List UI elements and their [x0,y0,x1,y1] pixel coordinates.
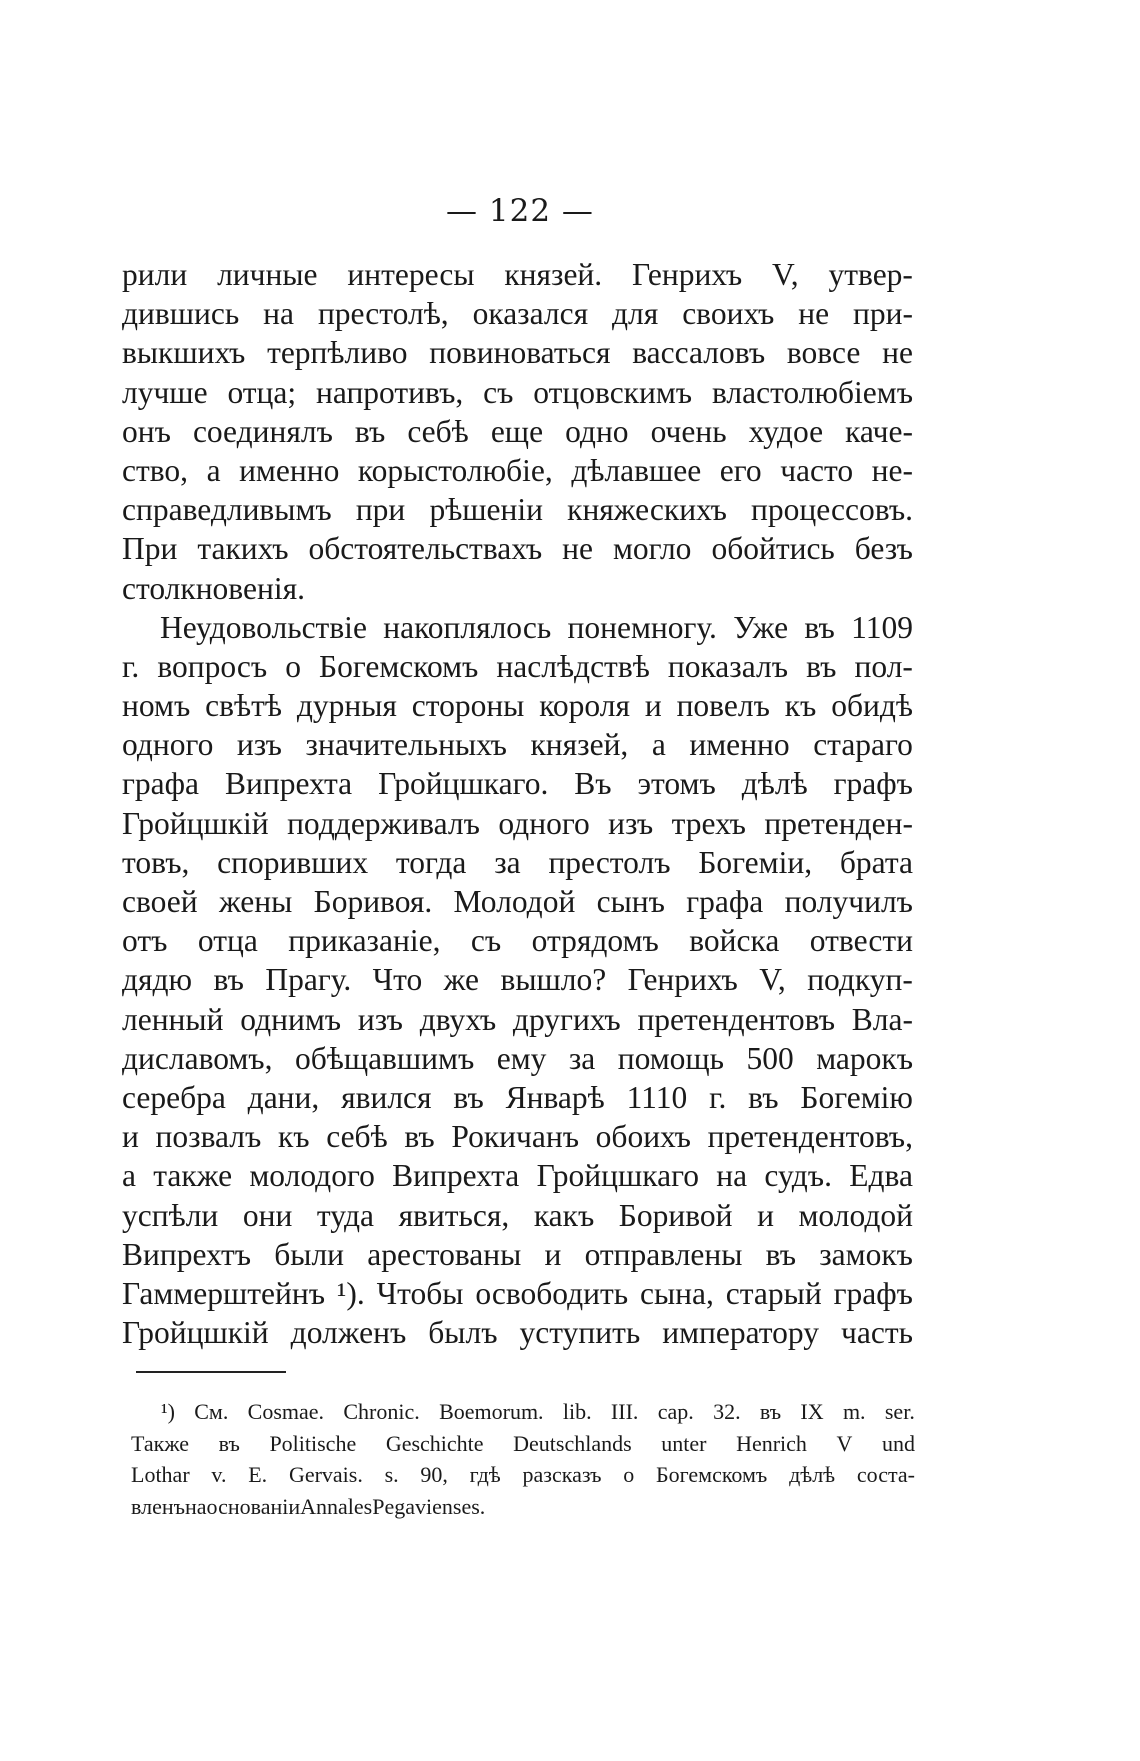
word: v. [211,1462,227,1487]
word: своихъ [682,296,775,332]
word: und [882,1430,915,1456]
word: князей, [530,727,629,763]
word: приказаніе, [288,923,441,959]
word: При [122,531,178,567]
text-line [122,529,913,568]
word: а [122,1158,136,1194]
word: они [242,1197,293,1233]
word: справедливымъ [122,492,332,528]
text-line [122,1078,913,1117]
word: ленный [122,1001,224,1037]
word: выкшихъ [122,335,246,371]
word: худое [748,413,824,449]
word: изъ [357,1001,403,1037]
word: 500 [746,1040,794,1076]
word: въ [453,1079,484,1115]
word: обѣщавшимъ [294,1040,475,1076]
word: отъ [122,923,168,959]
text-line [122,412,913,451]
word: Уже [733,609,789,645]
word: unter [661,1430,707,1456]
word: же [443,962,480,998]
text-line [122,1274,913,1313]
word: отвести [809,923,913,959]
word: поддерживалъ [287,805,480,841]
word: lib. [562,1399,592,1424]
text-line [122,804,913,843]
word: накоплялось [383,609,552,645]
word: столкновенія. [122,570,305,606]
word: Geschichte [385,1430,484,1456]
word: личные [217,257,318,292]
word: дядю [122,962,193,998]
text-line [122,373,913,412]
word: марокъ [816,1040,913,1076]
word: арестованы [367,1236,522,1272]
text-line [122,255,913,294]
text-line [122,921,913,960]
word: ¹) [161,1399,175,1424]
word: претендентовъ, [707,1119,913,1155]
word: Едва [849,1158,913,1194]
word: Henrich [736,1430,807,1456]
word: Lothar [131,1462,190,1487]
word: дѣлавшее [571,452,702,488]
word: отцовскимъ [533,374,693,410]
word: Cosmae. [247,1399,325,1424]
word: а [206,452,221,488]
word: вассаловъ [632,335,766,371]
word: разсказъ [522,1462,602,1487]
word: княжескихъ [567,492,727,528]
word: освободить [475,1275,629,1311]
word: оказался [472,296,589,332]
word: Также [131,1430,190,1456]
word: одного [498,805,590,841]
word: отрядомъ [531,923,659,959]
word: претендентовъ [637,1001,835,1037]
footnote-divider [136,1371,286,1373]
word: брата [839,844,913,880]
word: на [263,296,294,332]
word: за [494,844,521,880]
word: s. [384,1462,399,1487]
word: въ [759,1399,782,1424]
word: Генрихъ [627,962,738,998]
word: споривших [217,844,369,880]
text-line [122,1196,913,1235]
text-line [122,1235,913,1274]
word: молодого [249,1158,375,1194]
word: См. [194,1399,229,1424]
word: m. [842,1399,866,1424]
word: онъ [122,413,171,449]
word: Неудовольствіе [160,609,367,645]
word: свѣтѣ [205,688,282,724]
page-number: — 122 — [446,193,594,229]
word: дившись [122,296,240,332]
word: помощь [617,1040,725,1076]
word: дурныя [296,688,397,724]
word: V, [759,962,786,998]
word: интересы [347,257,475,292]
word: гдѣ [469,1462,501,1487]
word: Annales [300,1493,373,1519]
word: его [719,452,762,488]
text-line [122,960,913,999]
word: отца; [227,374,297,410]
word: каче- [845,413,913,449]
word: какъ [533,1197,595,1233]
word: также [153,1158,233,1194]
word: одно [565,413,629,449]
word: и [544,1236,562,1272]
text-line [122,647,913,686]
main-text [122,255,913,1352]
word: пол- [854,648,913,684]
word: однимъ [240,1001,342,1037]
word: трехъ [671,805,746,841]
word: князей. [504,257,603,292]
word: другихъ [512,1001,621,1037]
word: Gervais. [288,1462,363,1487]
word: 1110 [626,1079,688,1115]
word: и [122,1119,139,1155]
text-line [122,451,913,490]
word: при [355,492,406,528]
word: понемногу. [567,609,717,645]
word: Боривой [618,1197,733,1233]
word: рѣшеніи [429,492,543,528]
word: рили [122,257,188,292]
word: утвер- [828,257,913,292]
word: не [562,531,593,567]
word: Гаммерштейнъ [122,1275,326,1311]
word: вопросъ [157,648,268,684]
word: корыстолюбіе, [357,452,553,488]
word: престолъ [548,844,671,880]
word: Богемскомъ [319,648,479,684]
text-line [122,608,913,647]
word: о [285,648,301,684]
word: Что [372,962,423,998]
word: съ [470,923,502,959]
text-line [122,843,913,882]
footnote-line [131,1428,915,1460]
word: часто [780,452,854,488]
word: позвалъ [155,1119,262,1155]
word: лучше [122,374,208,410]
text-line [122,490,913,529]
word: двухъ [419,1001,497,1037]
word: Боривоя. [313,884,433,919]
word: уступить [519,1315,641,1351]
word: былъ [428,1315,498,1351]
word: могло [612,531,692,567]
word: 1109 [851,609,913,645]
word: этомъ [637,766,716,802]
word: графа [122,766,200,802]
word: стараго [813,727,913,763]
word: Гройцшкій [122,1315,269,1351]
word: соединялъ [192,413,333,449]
word: Январѣ [505,1079,605,1115]
word: короля [539,688,630,724]
word: ему [496,1040,547,1076]
word: отправлены [584,1236,743,1272]
word: дѣлѣ [789,1462,836,1487]
word: обидѣ [831,688,913,724]
word: именно [239,452,340,488]
word: явиться, [398,1197,510,1233]
word: не- [871,452,913,488]
word: судъ. [764,1158,832,1194]
word: безъ [854,531,913,567]
word: напротивъ, [316,374,464,410]
word: императору [662,1315,819,1351]
word: на [185,1493,207,1519]
word: номъ [122,688,191,724]
word: о [623,1462,635,1487]
word: Chronic. [343,1399,420,1424]
word: долженъ [290,1315,407,1351]
word: явился [341,1079,432,1115]
text-line [122,1039,913,1078]
word: 32. [713,1399,741,1424]
word: основаніи [206,1493,301,1519]
text-line [122,569,913,608]
word: Богемію [800,1079,913,1115]
word: дани, [247,1079,320,1115]
footnotes [131,1396,915,1522]
word: Politische [269,1430,357,1456]
word: 90, [420,1462,448,1487]
word: обойтись [711,531,835,567]
word: жены [218,884,293,919]
word: графъ [833,1275,913,1311]
word: ство, [122,452,189,488]
word: молодой [798,1197,913,1233]
word: своей [122,884,198,919]
word: съ [483,374,514,410]
word: Вла- [851,1001,913,1037]
word: изъ [236,727,282,763]
word: и [757,1197,774,1233]
text-line [122,764,913,803]
word: себѣ [407,413,469,449]
word: стороны [411,688,525,724]
word: г. [122,648,140,684]
word: вленъ [131,1493,185,1519]
word: въ [804,609,835,645]
word: графа [686,884,764,919]
word: терпѣливо [267,335,408,371]
word: въ [218,1430,240,1456]
word: ¹). [336,1275,365,1311]
text-line [122,1117,913,1156]
text-line [122,1313,913,1352]
word: очень [650,413,727,449]
word: сына, [640,1275,714,1311]
word: успѣли [122,1197,219,1233]
word: на [716,1158,748,1194]
word: вышло? [500,962,607,998]
word: а [651,727,666,763]
text-line [122,1000,913,1039]
word: Випрехта [392,1158,520,1194]
word: повиноваться [429,335,611,371]
word: въ [748,1079,779,1115]
text-line [122,333,913,372]
word: къ [277,1119,310,1155]
footnote-line [131,1491,915,1523]
word: Deutschlands [513,1430,632,1456]
word: IX [800,1399,824,1424]
word: обстоятельствахъ [308,531,543,567]
word: Гройцшкаго. [378,766,549,802]
text-line [122,686,913,725]
word: получилъ [784,884,913,919]
word: серебра [122,1079,226,1115]
word: подкуп- [807,962,913,998]
word: властолюбіемъ [711,374,913,410]
word: соста- [856,1462,915,1487]
word: Гройцшкаго [536,1158,699,1194]
text-line [122,294,913,333]
footnote-line [131,1459,915,1491]
word: дѣлѣ [741,766,808,802]
word: такихъ [197,531,289,567]
word: были [274,1236,345,1272]
word: еще [490,413,544,449]
word: старый [725,1275,822,1311]
word: III. [610,1399,639,1424]
word: Рокичанъ [451,1119,580,1155]
word: за [568,1040,596,1076]
word: изъ [608,805,654,841]
word: Випрехта [224,766,353,802]
word: не [798,296,830,332]
word: не [882,335,913,371]
word: при- [853,296,913,332]
word: графъ [833,766,913,802]
word: себѣ [326,1119,388,1155]
word: Генрихъ [632,257,743,292]
word: вовсе [786,335,861,371]
word: V [836,1430,853,1456]
word: товъ, [122,844,190,880]
word: Pegavienses. [372,1493,486,1519]
word: тогда [395,844,467,880]
word: въ [213,962,244,998]
word: Чтобы [376,1275,464,1311]
word: обоихъ [595,1119,691,1155]
word: ser. [884,1399,915,1424]
word: значительныхъ [305,727,507,763]
word: отца [197,923,258,959]
word: Въ [574,766,612,802]
text-line [122,725,913,764]
word: E. [248,1462,268,1487]
word: сынъ [596,884,665,919]
word: часть [841,1315,913,1351]
word: туда [316,1197,374,1233]
word: къ [784,688,817,724]
footnote-line [131,1396,915,1428]
word: претенден- [764,805,913,841]
word: замокъ [819,1236,913,1272]
word: въ [404,1119,435,1155]
word: диславомъ, [122,1040,273,1076]
text-line [122,882,913,921]
word: Молодой [453,884,576,919]
word: въ [806,648,837,684]
word: въ [765,1236,797,1272]
word: Boemorum. [439,1399,544,1424]
word: V, [772,257,799,292]
word: наслѣдствѣ [496,648,650,684]
word: именно [689,727,790,763]
word: cap. [657,1399,694,1424]
word: для [612,296,659,332]
word: войска [689,923,780,959]
word: одного [122,727,214,763]
word: престолѣ, [317,296,449,332]
word: Богемскомъ [656,1462,768,1487]
word: Гройцшкій [122,805,269,841]
word: Випрехтъ [122,1236,252,1272]
word: показалъ [667,648,788,684]
word: Прагу. [265,962,352,998]
word: и [644,688,662,724]
word: процессовъ. [751,492,913,528]
word: повелъ [676,688,770,724]
word: въ [354,413,386,449]
word: Богеміи, [698,844,813,880]
word: г. [709,1079,727,1115]
text-line [122,1156,913,1195]
